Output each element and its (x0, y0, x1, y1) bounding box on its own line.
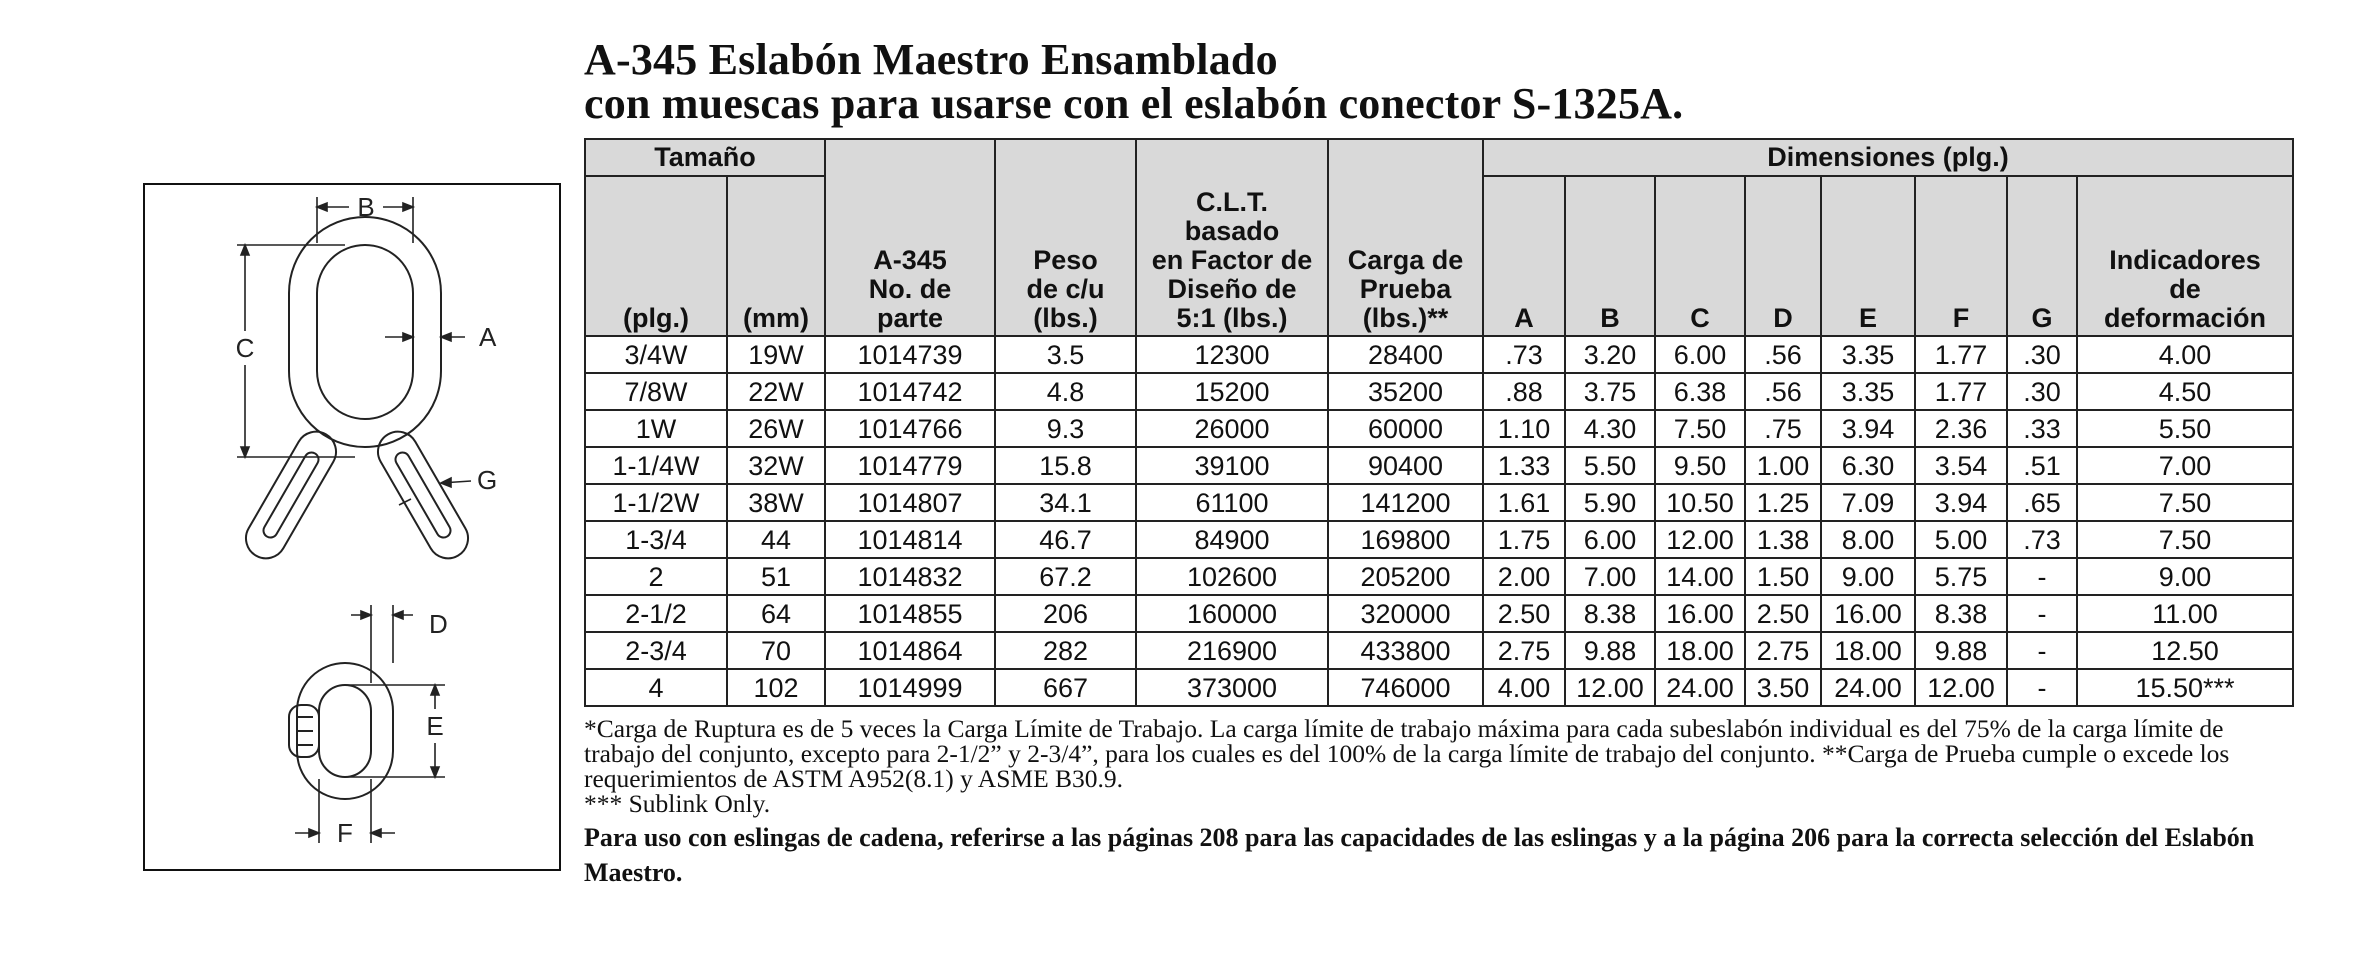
table-row (585, 336, 2293, 373)
table-row (585, 521, 2293, 558)
table-cell: 26W (727, 410, 825, 447)
table-cell: 8.38 (1915, 595, 2007, 632)
table-cell: .51 (2007, 447, 2077, 484)
table-cell: 12.50 (2077, 632, 2293, 669)
table-cell: 3.20 (1565, 336, 1655, 373)
table-cell: 2-3/4 (585, 632, 727, 669)
label-d: D (429, 609, 448, 639)
label-e: E (426, 711, 444, 741)
master-link-diagram (143, 183, 561, 871)
table-cell: 169800 (1328, 521, 1483, 558)
table-cell: 102600 (1136, 558, 1328, 595)
table-cell: - (2007, 669, 2077, 706)
dimension-d (351, 605, 448, 683)
header-weight: Peso de c/u (lbs.) (995, 139, 1136, 336)
table-cell: 9.50 (1655, 447, 1745, 484)
table-cell: 12.00 (1915, 669, 2007, 706)
table-cell: 22W (727, 373, 825, 410)
table-cell: 373000 (1136, 669, 1328, 706)
connector-link-drawing (289, 663, 393, 799)
table-cell: 1014739 (825, 336, 995, 373)
table-row (585, 373, 2293, 410)
table-cell: 9.88 (1565, 632, 1655, 669)
dimension-e (345, 685, 445, 777)
table-cell: 44 (727, 521, 825, 558)
table-cell: 216900 (1136, 632, 1328, 669)
table-row (585, 595, 2293, 632)
header-deformation-indicators: Indicadores de deformación (2077, 176, 2293, 336)
table-cell: 1-1/2W (585, 484, 727, 521)
table-cell: 1.77 (1915, 373, 2007, 410)
header-group-tamano: Tamaño (585, 139, 825, 176)
footnotes (584, 716, 2294, 890)
table-cell: 1014779 (825, 447, 995, 484)
table-cell: .30 (2007, 373, 2077, 410)
table-cell: 1.50 (1745, 558, 1821, 595)
table-cell: 1014766 (825, 410, 995, 447)
table-cell: 7.50 (2077, 521, 2293, 558)
table-row (585, 484, 2293, 521)
footnote-sling-reference: Para uso con eslingas de cadena, referirse a las páginas 208 para las capacidades de las eslingas y a la página 206 para la correcta selección del Eslabón Maestro. (584, 823, 2255, 887)
table-cell: 16.00 (1821, 595, 1915, 632)
table-cell: 2 (585, 558, 727, 595)
sublink-left-drawing (239, 424, 344, 565)
header-size-plg: (plg.) (585, 176, 727, 336)
label-c: C (235, 333, 255, 363)
header-dim-c: C (1655, 176, 1745, 336)
table-cell: 19W (727, 336, 825, 373)
table-cell: .56 (1745, 336, 1821, 373)
table-cell: .30 (2007, 336, 2077, 373)
table-cell: 3/4W (585, 336, 727, 373)
table-cell: 2-1/2 (585, 595, 727, 632)
table-cell: 24.00 (1655, 669, 1745, 706)
header-proof-load: Carga de Prueba (lbs.)** (1328, 139, 1483, 336)
table-cell: 3.35 (1821, 373, 1915, 410)
table-cell: 1014832 (825, 558, 995, 595)
table-cell: 102 (727, 669, 825, 706)
dimension-f (295, 779, 395, 848)
table-cell: 1014999 (825, 669, 995, 706)
table-cell: 1.38 (1745, 521, 1821, 558)
label-g: G (477, 465, 498, 495)
table-row (585, 410, 2293, 447)
table-cell: 5.75 (1915, 558, 2007, 595)
table-cell: 7/8W (585, 373, 727, 410)
table-cell: 9.88 (1915, 632, 2007, 669)
table-cell: 11.00 (2077, 595, 2293, 632)
table-cell: 5.90 (1565, 484, 1655, 521)
table-row (585, 558, 2293, 595)
table-cell: 433800 (1328, 632, 1483, 669)
table-cell: 1.25 (1745, 484, 1821, 521)
table-cell: 32W (727, 447, 825, 484)
table-cell: 667 (995, 669, 1136, 706)
sublink-right-drawing (371, 424, 476, 565)
table-cell: 8.38 (1565, 595, 1655, 632)
table-cell: 1.77 (1915, 336, 2007, 373)
header-working-load-limit: C.L.T. basado en Factor de Diseño de 5:1 (lbs.) (1136, 139, 1328, 336)
page-title (584, 35, 2324, 128)
master-link-drawing (289, 217, 441, 447)
table-cell: 160000 (1136, 595, 1328, 632)
table-cell: - (2007, 558, 2077, 595)
footnote-breaking-load: *Carga de Ruptura es de 5 veces la Carga Límite de Trabajo. La carga límite de trabajo máxima para cada subeslabón individual es del 75% de la carga límite de trabajo del conjunto, excepto para 2-1/2” y 2-3/4”, para los cuales es del 100% de la carga límite de trabajo del conjunto. **Carga de Prueba cumple o excede los requerimientos de ASTM A952(8.1) y ASME B30.9. (584, 714, 2230, 793)
table-cell: 320000 (1328, 595, 1483, 632)
table-cell: 3.5 (995, 336, 1136, 373)
table-cell: 70 (727, 632, 825, 669)
table-cell: 1.00 (1745, 447, 1821, 484)
table-cell: 10.50 (1655, 484, 1745, 521)
table-cell: .75 (1745, 410, 1821, 447)
header-dim-g: G (2007, 176, 2077, 336)
table-cell: 141200 (1328, 484, 1483, 521)
table-cell: .56 (1745, 373, 1821, 410)
table-row (585, 669, 2293, 706)
table-cell: 6.30 (1821, 447, 1915, 484)
header-dim-f: F (1915, 176, 2007, 336)
table-cell: 9.00 (2077, 558, 2293, 595)
table-cell: 12.00 (1565, 669, 1655, 706)
header-part-number: A-345 No. de parte (825, 139, 995, 336)
table-cell: 46.7 (995, 521, 1136, 558)
table-cell: 9.00 (1821, 558, 1915, 595)
header-dim-a: A (1483, 176, 1565, 336)
table-cell: 7.09 (1821, 484, 1915, 521)
specifications-table (584, 138, 2294, 707)
table-cell: 39100 (1136, 447, 1328, 484)
table-cell: 7.50 (2077, 484, 2293, 521)
table-cell: 1.10 (1483, 410, 1565, 447)
table-cell: 1-3/4 (585, 521, 727, 558)
header-dim-b: B (1565, 176, 1655, 336)
table-cell: .33 (2007, 410, 2077, 447)
header-group-dimensiones: Dimensiones (plg.) (1483, 139, 2293, 176)
header-dim-e: E (1821, 176, 1915, 336)
table-cell: 5.00 (1915, 521, 2007, 558)
title-line-2: con muescas para usarse con el eslabón conector S-1325A. (584, 79, 1684, 128)
table-cell: 34.1 (995, 484, 1136, 521)
table-cell: 60000 (1328, 410, 1483, 447)
table-cell: 3.75 (1565, 373, 1655, 410)
table-cell: 1.75 (1483, 521, 1565, 558)
table-cell: 15.8 (995, 447, 1136, 484)
table-cell: 15.50*** (2077, 669, 2293, 706)
table-cell: 205200 (1328, 558, 1483, 595)
table-cell: 28400 (1328, 336, 1483, 373)
table-cell: 1014864 (825, 632, 995, 669)
table-cell: 6.00 (1565, 521, 1655, 558)
table-cell: 51 (727, 558, 825, 595)
table-cell: 7.50 (1655, 410, 1745, 447)
table-cell: 7.00 (2077, 447, 2293, 484)
table-body (585, 336, 2293, 706)
table-cell: 90400 (1328, 447, 1483, 484)
table-cell: .73 (2007, 521, 2077, 558)
table-cell: 2.75 (1745, 632, 1821, 669)
table-cell: 64 (727, 595, 825, 632)
table-row (585, 447, 2293, 484)
table-cell: 61100 (1136, 484, 1328, 521)
table-cell: 1014742 (825, 373, 995, 410)
footnote-sublink-only: *** Sublink Only. (584, 789, 771, 818)
table-cell: 282 (995, 632, 1136, 669)
table-cell: .88 (1483, 373, 1565, 410)
table-cell: - (2007, 595, 2077, 632)
table-cell: 746000 (1328, 669, 1483, 706)
table-cell: 4.8 (995, 373, 1136, 410)
table-cell: 12.00 (1655, 521, 1745, 558)
table-cell: .65 (2007, 484, 2077, 521)
table-cell: 18.00 (1821, 632, 1915, 669)
table-cell: 2.36 (1915, 410, 2007, 447)
table-cell: 206 (995, 595, 1136, 632)
table-cell: 14.00 (1655, 558, 1745, 595)
dimension-c (236, 245, 355, 457)
table-row (585, 632, 2293, 669)
header-dim-d: D (1745, 176, 1821, 336)
table-cell: 2.50 (1745, 595, 1821, 632)
table-cell: 3.54 (1915, 447, 2007, 484)
table-cell: 1W (585, 410, 727, 447)
table-cell: 5.50 (1565, 447, 1655, 484)
table-cell: 35200 (1328, 373, 1483, 410)
table-cell: 4.50 (2077, 373, 2293, 410)
table-cell: 4.00 (1483, 669, 1565, 706)
table-cell: 1.61 (1483, 484, 1565, 521)
label-b: B (357, 192, 375, 222)
table-cell: 4 (585, 669, 727, 706)
table-cell: 18.00 (1655, 632, 1745, 669)
table-cell: 9.3 (995, 410, 1136, 447)
table-cell: 3.94 (1821, 410, 1915, 447)
dimension-b (317, 192, 413, 243)
table-cell: 1.33 (1483, 447, 1565, 484)
table-cell: .73 (1483, 336, 1565, 373)
table-cell: 2.00 (1483, 558, 1565, 595)
table-cell: 3.94 (1915, 484, 2007, 521)
table-cell: 84900 (1136, 521, 1328, 558)
table-cell: 16.00 (1655, 595, 1745, 632)
table-cell: 1014814 (825, 521, 995, 558)
table-cell: 2.50 (1483, 595, 1565, 632)
label-a: A (479, 322, 497, 352)
table-cell: 1014855 (825, 595, 995, 632)
table-cell: 6.00 (1655, 336, 1745, 373)
table-cell: 15200 (1136, 373, 1328, 410)
title-line-1: A-345 Eslabón Maestro Ensamblado (584, 35, 1278, 84)
table-cell: 1-1/4W (585, 447, 727, 484)
table-cell: 7.00 (1565, 558, 1655, 595)
table-cell: 24.00 (1821, 669, 1915, 706)
table-cell: 4.30 (1565, 410, 1655, 447)
table-cell: 67.2 (995, 558, 1136, 595)
table-cell: 1014807 (825, 484, 995, 521)
label-f: F (337, 818, 353, 848)
table-cell: 12300 (1136, 336, 1328, 373)
header-size-mm: (mm) (727, 176, 825, 336)
table-cell: 4.00 (2077, 336, 2293, 373)
table-cell: 6.38 (1655, 373, 1745, 410)
table-cell: 3.50 (1745, 669, 1821, 706)
table-cell: 3.35 (1821, 336, 1915, 373)
table-cell: 2.75 (1483, 632, 1565, 669)
table-cell: 26000 (1136, 410, 1328, 447)
table-cell: 38W (727, 484, 825, 521)
table-cell: 8.00 (1821, 521, 1915, 558)
table-cell: - (2007, 632, 2077, 669)
table-cell: 5.50 (2077, 410, 2293, 447)
